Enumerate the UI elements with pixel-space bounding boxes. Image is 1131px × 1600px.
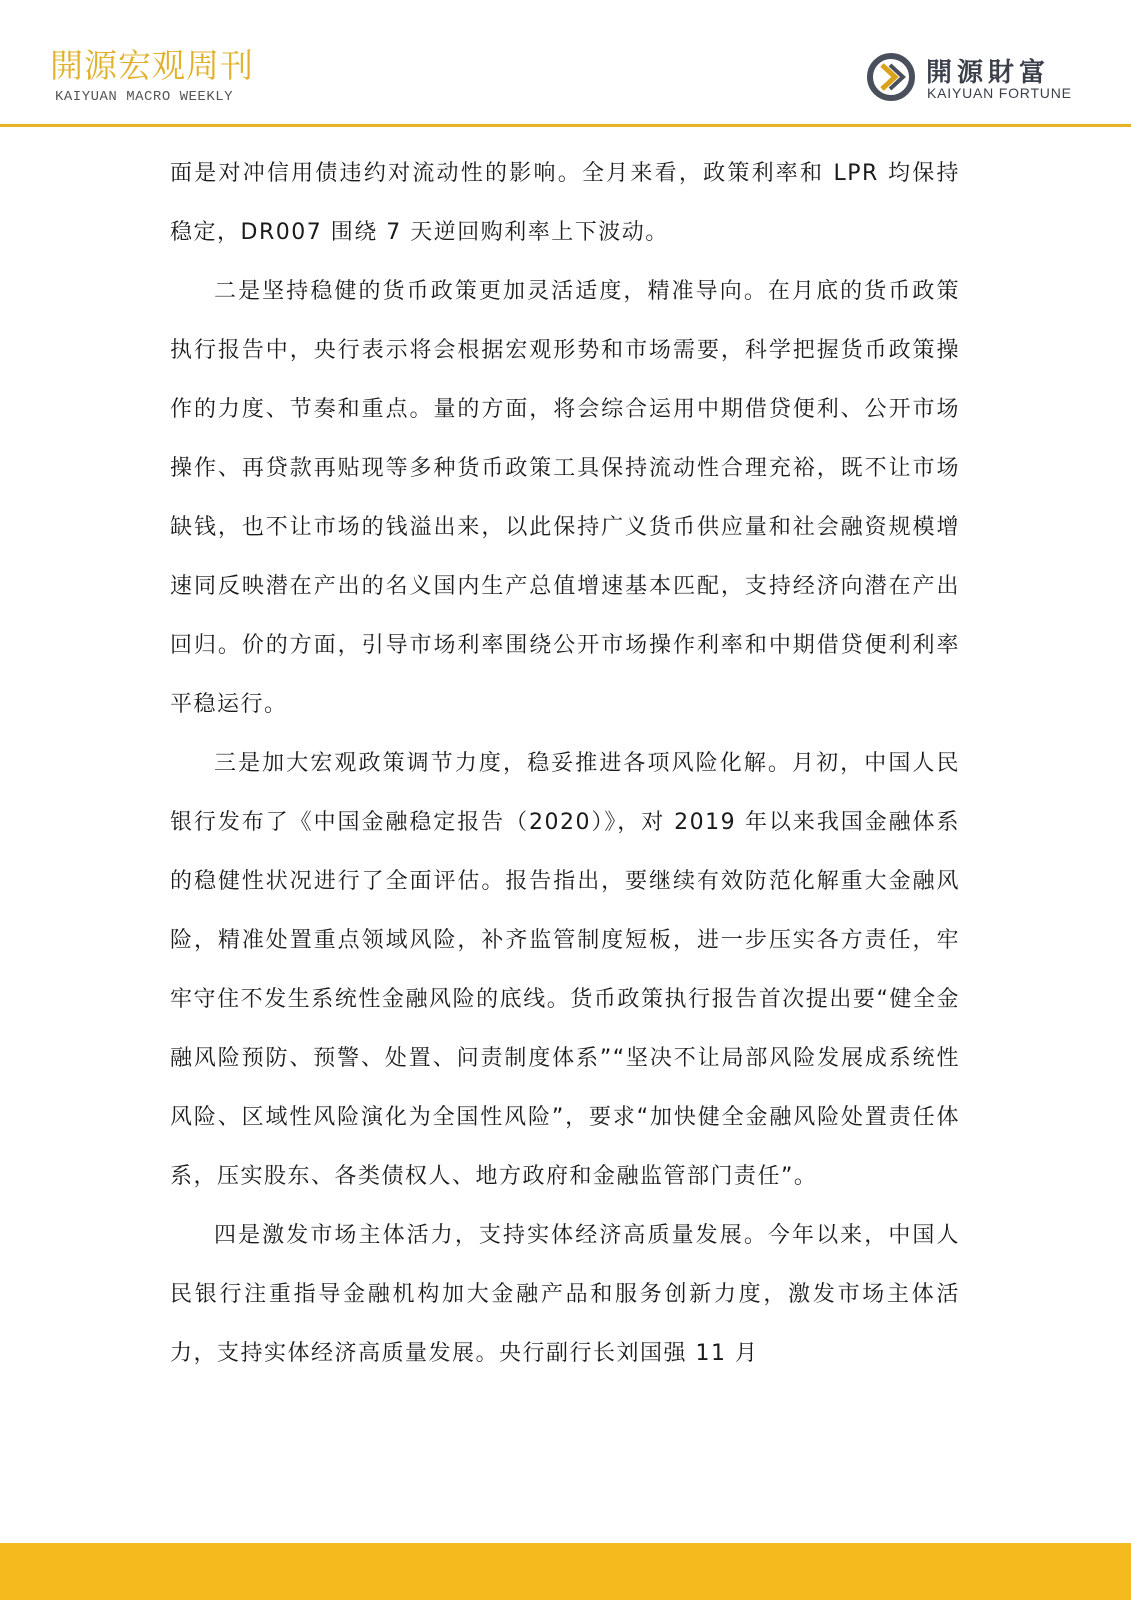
publication-subtitle: KAIYUAN MACRO WEEKLY xyxy=(55,89,234,105)
kaiyuan-logo xyxy=(866,52,1086,106)
footer-bar xyxy=(0,1543,1131,1600)
logo-english-name: KAIYUAN FORTUNE xyxy=(927,85,1072,101)
page-header xyxy=(0,0,1131,128)
paragraph: 三是加大宏观政策调节力度，稳妥推进各项风险化解。月初，中国人民银行发布了《中国金融稳定报告（2020）》，对 2019 年以来我国金融体系的稳健性状况进行了全面评估。报告指出，要继续有效防范化解重大金融风险，精准处置重点领域风险，补齐监管制度短板，进一步压实各方责任，牢牢守住不发生系统性金融风险的底线。货币政策执行报告首次提出要“健全金融风险预防、预警、处置、问责制度体系”“坚决不让局部风险发展成系统性风险、区域性风险演化为全国性风险”，要求“加快健全金融风险处置责任体系，压实股东、各类债权人、地方政府和金融监管部门责任”。 xyxy=(170,751,960,1189)
paragraph: 面是对冲信用债违约对流动性的影响。全月来看，政策利率和 LPR 均保持稳定，DR007 围绕 7 天逆回购利率上下波动。 xyxy=(170,161,960,245)
article-body xyxy=(170,144,960,1383)
logo-chinese-name: 開源財富 xyxy=(926,58,1051,88)
paragraph: 四是激发市场主体活力，支持实体经济高质量发展。今年以来，中国人民银行注重指导金融机构加大金融产品和服务创新力度，激发市场主体活力，支持实体经济高质量发展。央行副行长刘国强 11 月 xyxy=(170,1223,960,1366)
paragraph: 二是坚持稳健的货币政策更加灵活适度，精准导向。在月底的货币政策执行报告中，央行表示将会根据宏观形势和市场需要，科学把握货币政策操作的力度、节奏和重点。量的方面，将会综合运用中期借贷便利、公开市场操作、再贷款再贴现等多种货币政策工具保持流动性合理充裕，既不让市场缺钱，也不让市场的钱溢出来，以此保持广义货币供应量和社会融资规模增速同反映潜在产出的名义国内生产总值增速基本匹配，支持经济向潜在产出回归。价的方面，引导市场利率围绕公开市场操作利率和中期借贷便利利率平稳运行。 xyxy=(170,279,960,717)
publication-title: 開源宏观周刊 xyxy=(50,46,254,85)
header-divider xyxy=(0,124,1131,127)
kaiyuan-logo-icon xyxy=(866,52,916,102)
